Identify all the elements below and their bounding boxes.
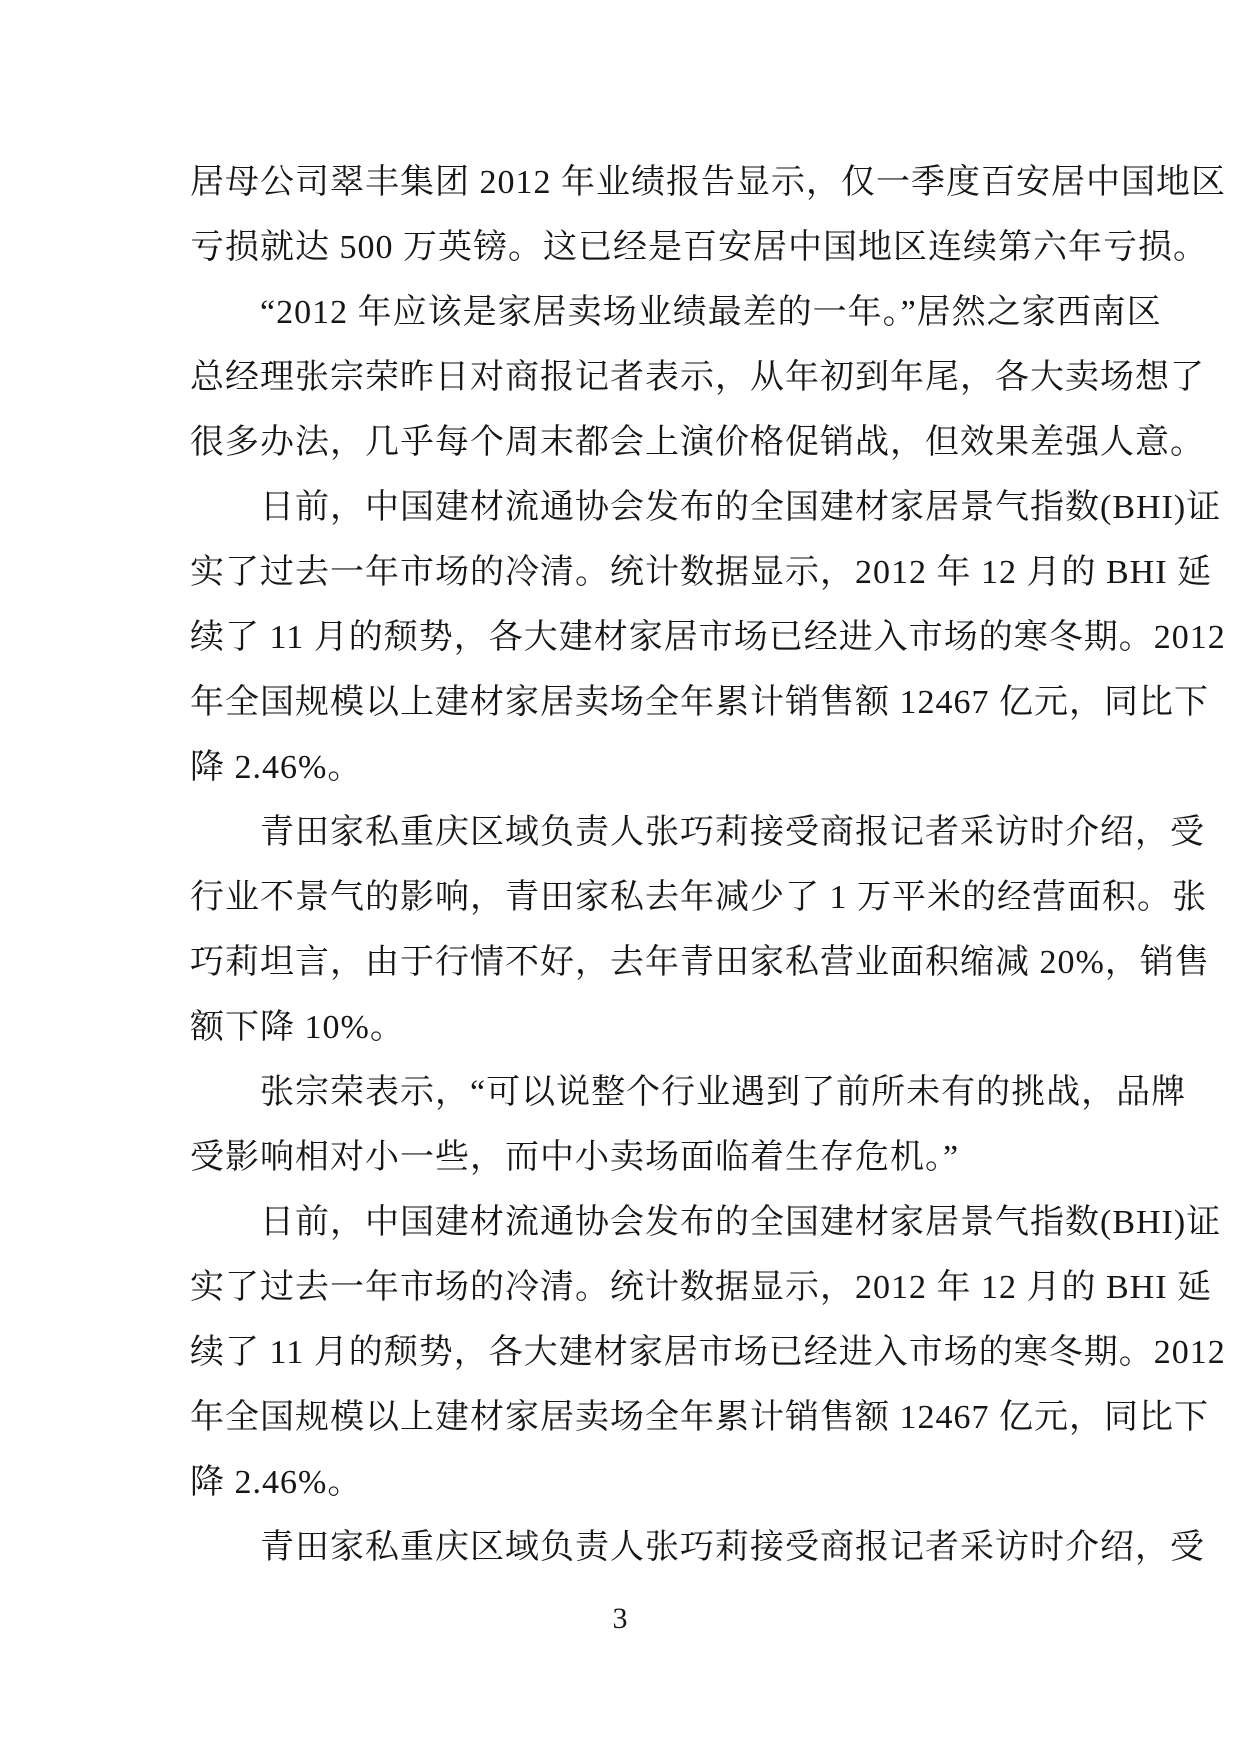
document-line: 年全国规模以上建材家居卖场全年累计销售额 12467 亿元，同比下 bbox=[190, 684, 1209, 721]
document-line: 青田家私重庆区域负责人张巧莉接受商报记者采访时介绍，受 bbox=[190, 814, 1205, 851]
document-line: 续了 11 月的颓势，各大建材家居市场已经进入市场的寒冬期。2012 bbox=[190, 1334, 1226, 1371]
document-line: 居母公司翠丰集团 2012 年业绩报告显示，仅一季度百安居中国地区 bbox=[190, 164, 1226, 201]
document-line: 受影响相对小一些，而中小卖场面临着生存危机。” bbox=[190, 1139, 960, 1176]
document-line: 额下降 10%。 bbox=[190, 1009, 405, 1046]
document-line: 青田家私重庆区域负责人张巧莉接受商报记者采访时介绍，受 bbox=[190, 1529, 1205, 1566]
document-line: 亏损就达 500 万英镑。这已经是百安居中国地区连续第六年亏损。 bbox=[190, 229, 1208, 266]
document-line: 实了过去一年市场的冷清。统计数据显示，2012 年 12 月的 BHI 延 bbox=[190, 554, 1213, 591]
document-line: 降 2.46%。 bbox=[190, 1464, 363, 1501]
document-line: 续了 11 月的颓势，各大建材家居市场已经进入市场的寒冬期。2012 bbox=[190, 619, 1226, 656]
document-line: 巧莉坦言，由于行情不好，去年青田家私营业面积缩减 20%，销售 bbox=[190, 944, 1210, 981]
document-line: 很多办法，几乎每个周末都会上演价格促销战，但效果差强人意。 bbox=[190, 424, 1205, 461]
document-line: “2012 年应该是家居卖场业绩最差的一年。”居然之家西南区 bbox=[190, 294, 1162, 331]
page-number: 3 bbox=[612, 1602, 628, 1635]
document-line: 降 2.46%。 bbox=[190, 749, 363, 786]
document-line: 实了过去一年市场的冷清。统计数据显示，2012 年 12 月的 BHI 延 bbox=[190, 1269, 1213, 1306]
document-line: 年全国规模以上建材家居卖场全年累计销售额 12467 亿元，同比下 bbox=[190, 1399, 1209, 1436]
document-body bbox=[190, 150, 1226, 1580]
document-line: 行业不景气的影响，青田家私去年减少了 1 万平米的经营面积。张 bbox=[190, 879, 1207, 916]
document-line: 张宗荣表示，“可以说整个行业遇到了前所未有的挑战，品牌 bbox=[190, 1074, 1187, 1111]
document-line: 日前，中国建材流通协会发布的全国建材家居景气指数(BHI)证 bbox=[190, 489, 1222, 526]
document-line: 总经理张宗荣昨日对商报记者表示，从年初到年尾，各大卖场想了 bbox=[190, 359, 1205, 396]
document-line: 日前，中国建材流通协会发布的全国建材家居景气指数(BHI)证 bbox=[190, 1204, 1222, 1241]
